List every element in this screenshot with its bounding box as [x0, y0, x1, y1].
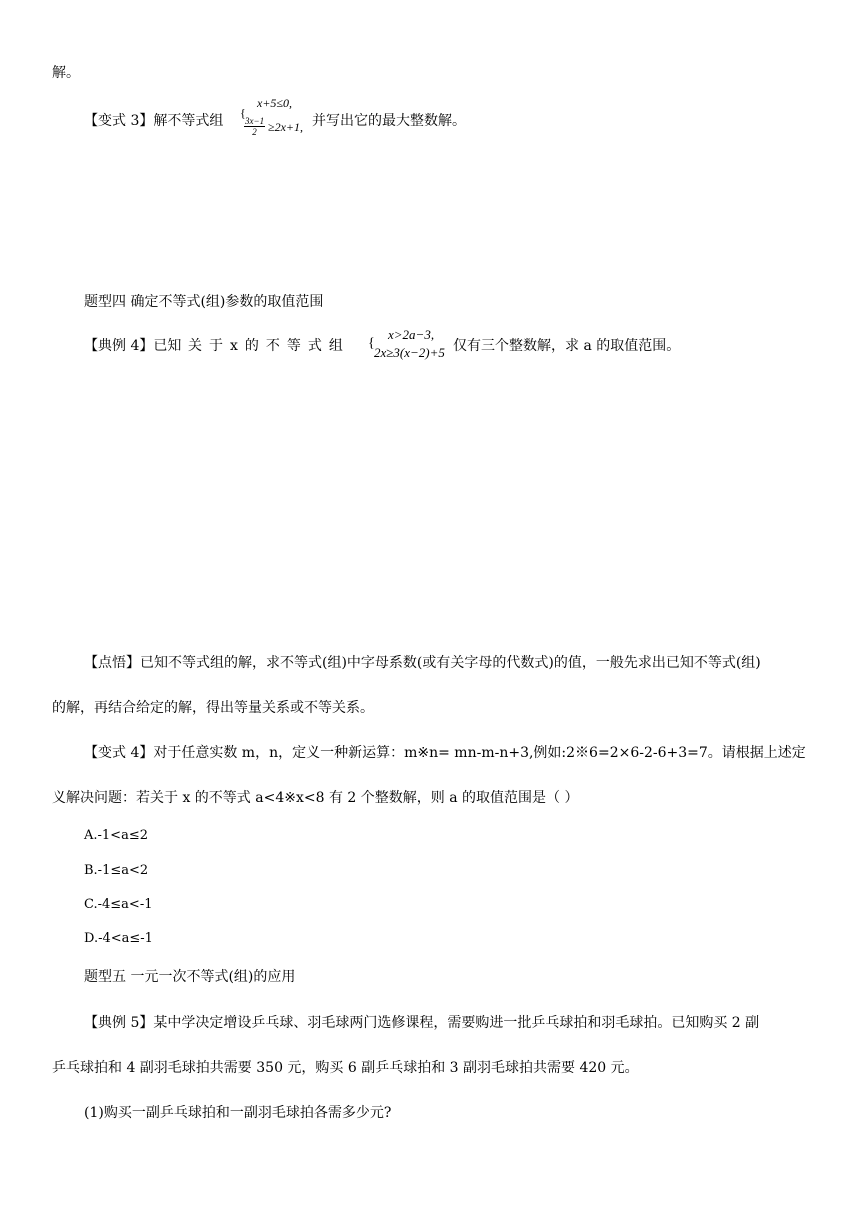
dianli5-question1: (1)购买一副乒乓球拍和一副羽毛球拍各需多少元?: [84, 1105, 392, 1121]
fraction-numerator: 3x−1: [245, 116, 265, 126]
bianshi3-eq1: x+5≤0,: [257, 96, 293, 110]
option-d: D.-4<a≤-1: [84, 931, 153, 946]
bianshi3-eq2: ≥2x+1,: [268, 120, 304, 134]
bianshi4-line1: 【变式 4】对于任意实数 m，n，定义一种新运算：m※n= mn-m-n+3,例如:2※6=2×6-2-6+3=7。请根据上述定: [84, 745, 806, 761]
fraction-denominator: 2: [252, 127, 257, 137]
brace-icon: {: [240, 106, 246, 120]
bianshi4-line2: 义解决问题：若关于 x 的不等式 a<4※x<8 有 2 个整数解，则 a 的取值范围是（ ）: [52, 790, 579, 806]
section-heading-5: 题型五 一元一次不等式(组)的应用: [84, 969, 296, 985]
option-a: A.-1<a≤2: [84, 828, 148, 843]
dianli4-eq1: x>2a−3,: [388, 327, 435, 342]
dianli4-tail: 仅有三个整数解，求 a 的取值范围。: [453, 338, 681, 354]
dianwu-line2: 的解，再结合给定的解，得出等量关系或不等关系。: [52, 700, 374, 716]
option-b: B.-1≤a<2: [84, 863, 149, 878]
dianli4-label: 【典例 4】已知: [84, 338, 182, 354]
dianli4-eq2: 2x≥3(x−2)+5: [374, 345, 445, 360]
dianli4-spaced-text: 关于x的不等式组: [188, 338, 350, 354]
dianwu-line1: 【点悟】已知不等式组的解，求不等式(组)中字母系数(或有关字母的代数式)的值，一般先求出已知不等式(组): [84, 655, 761, 671]
option-c: C.-4≤a<-1: [84, 897, 153, 912]
bianshi3-fraction: [244, 116, 265, 137]
brace-icon: {: [368, 336, 375, 351]
bianshi3-label: 【变式 3】解不等式组: [84, 113, 224, 129]
bianshi3-tail: 并写出它的最大整数解。: [312, 113, 466, 129]
continued-text: 解。: [52, 65, 80, 81]
dianli5-line2: 乒乓球拍和 4 副羽毛球拍共需要 350 元，购买 6 副乒乓球拍和 3 副羽毛球拍共需要 420 元。: [52, 1060, 639, 1076]
section-heading-4: 题型四 确定不等式(组)参数的取值范围: [84, 294, 324, 310]
dianli5-line1: 【典例 5】某中学决定增设乒乓球、羽毛球两门选修课程，需要购进一批乒乓球拍和羽毛球拍。已知购买 2 副: [84, 1015, 760, 1031]
